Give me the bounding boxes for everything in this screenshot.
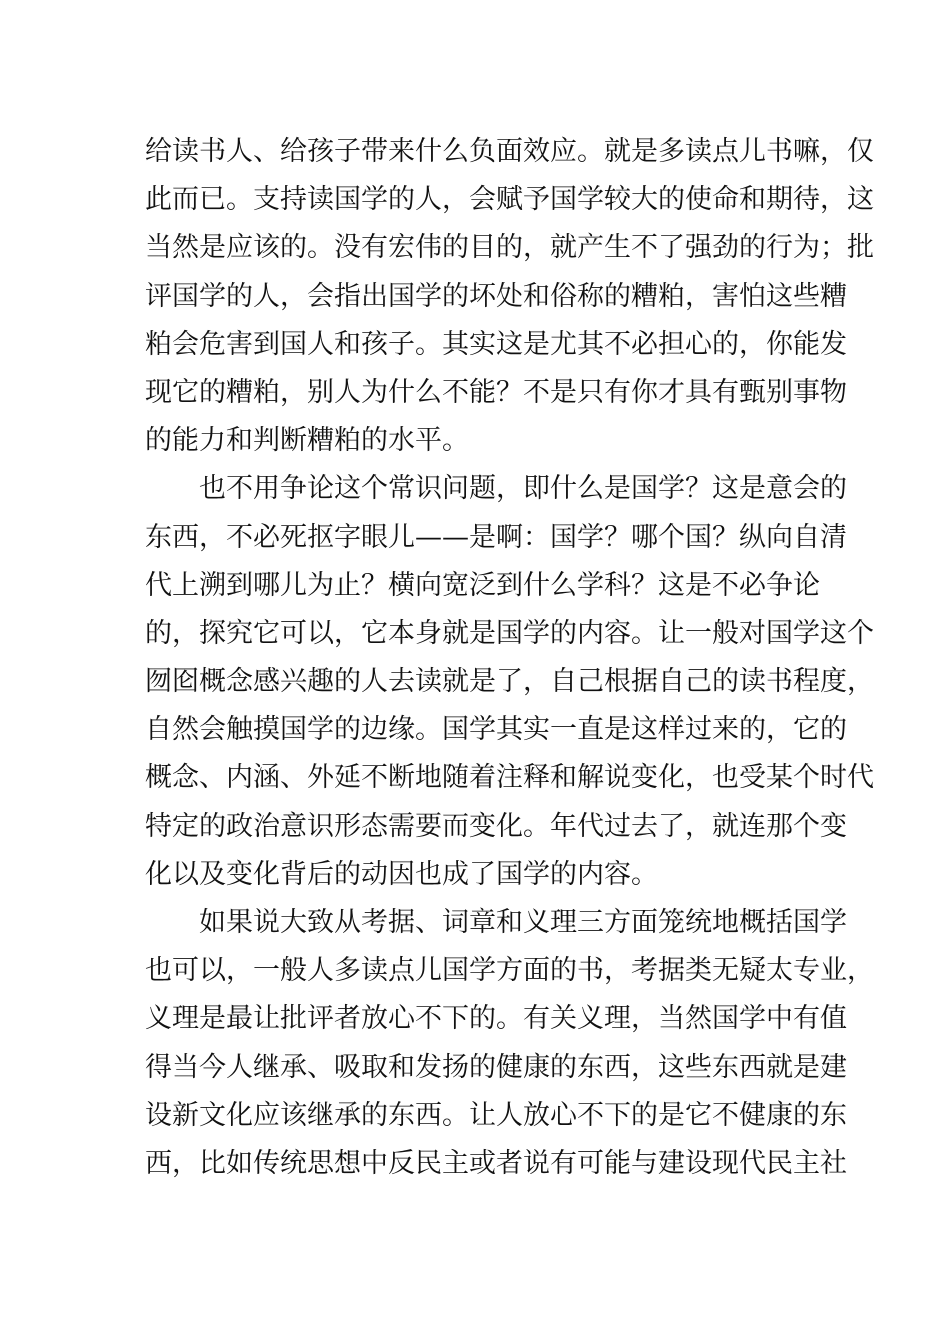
text-line: 得当今人继承、吸取和发扬的健康的东西，这些东西就是建 [145, 1051, 847, 1083]
text-line: 的，探究它可以，它本身就是国学的内容。让一般对国学这个 [145, 617, 874, 649]
text-line: 设新文化应该继承的东西。让人放心不下的是它不健康的东 [145, 1099, 847, 1131]
text-line: 东西，不必死抠字眼儿——是啊：国学？哪个国？纵向自清 [145, 521, 847, 553]
text-line: 化以及变化背后的动因也成了国学的内容。 [145, 858, 658, 890]
text-line: 囫囵概念感兴趣的人去读就是了，自己根据自己的读书程度， [145, 666, 874, 698]
text-line: 自然会触摸国学的边缘。国学其实一直是这样过来的，它的 [145, 714, 847, 746]
text-line: 概念、内涵、外延不断地随着注释和解说变化，也受某个时代 [145, 762, 874, 794]
text-line: 现它的糟粕，别人为什么不能？不是只有你才具有甄别事物 [145, 376, 847, 408]
text-line: 当然是应该的。没有宏伟的目的，就产生不了强劲的行为；批 [145, 232, 874, 264]
text-line: 西，比如传统思想中反民主或者说有可能与建设现代民主社 [145, 1147, 847, 1179]
text-line: 也可以，一般人多读点儿国学方面的书，考据类无疑太专业， [145, 955, 874, 987]
text-line: 特定的政治意识形态需要而变化。年代过去了，就连那个变 [145, 810, 847, 842]
text-line: 粕会危害到国人和孩子。其实这是尤其不必担心的，你能发 [145, 328, 847, 360]
text-line: 如果说大致从考据、词章和义理三方面笼统地概括国学 [199, 907, 847, 938]
text-line: 代上溯到哪儿为止？横向宽泛到什么学科？这是不必争论 [145, 569, 820, 601]
text-line: 的能力和判断糟粕的水平。 [145, 425, 469, 457]
text-line: 此而已。支持读国学的人，会赋予国学较大的使命和期待，这 [145, 184, 874, 216]
text-line: 也不用争论这个常识问题，即什么是国学？这是意会的 [199, 473, 847, 505]
text-line: 评国学的人，会指出国学的坏处和俗称的糟粕，害怕这些糟 [145, 280, 847, 312]
text-line: 义理是最让批评者放心不下的。有关义理，当然国学中有值 [145, 1003, 847, 1035]
text-line: 给读书人、给孩子带来什么负面效应。就是多读点儿书嘛，仅 [145, 136, 874, 167]
body-text [145, 128, 874, 1188]
